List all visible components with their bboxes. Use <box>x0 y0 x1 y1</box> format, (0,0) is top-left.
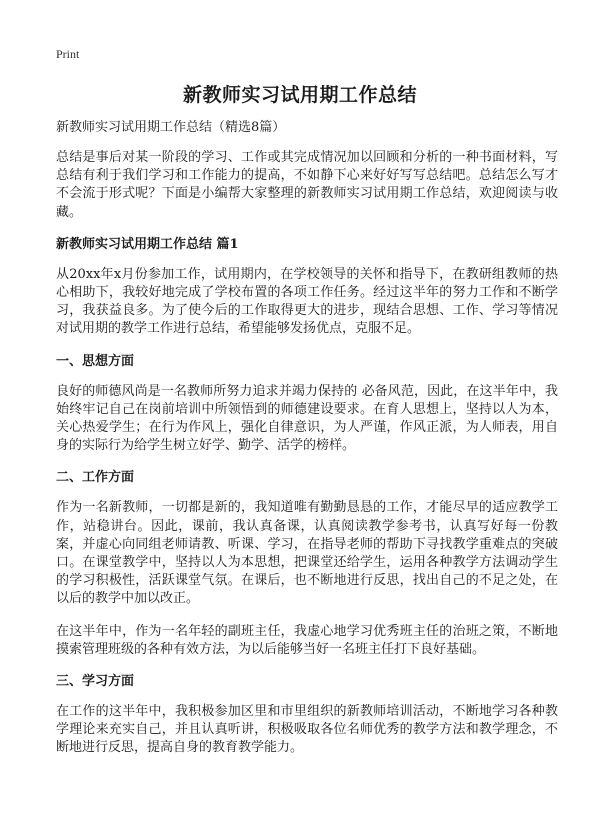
heading-study: 三、学习方面 <box>56 674 135 690</box>
thought-paragraph: 良好的师德风尚是一名教师所努力追求并竭力保持的 必备风范，因此，在这半年中，我始终牢记自己在岗前培训中所领悟到的师德建设要求。在育人思想上，坚持以人为本，关心热爱学生；在行为作风上，强化自律意识，为人严谨，作风正派，为人师表，用自身的实际行为给学生树立好学、勤学、活学的榜样。 <box>56 383 558 454</box>
document-subtitle: 新教师实习试用期工作总结（精选8篇） <box>56 120 286 135</box>
study-paragraph: 在工作的这半年中，我积极参加区里和市里组织的新教师培训活动，不断地学习各种教学理论来充实自己，并且认真听讲，积极吸取各位名师优秀的教学方法和教学理念，不断地进行反思，提高自身的教育教学能力。 <box>56 704 558 756</box>
section-1-paragraph: 从20xx年x月份参加工作，试用期内，在学校领导的关怀和指导下，在教研组教师的热心相助下，我较好地完成了学校布置的各项工作任务。经过这半年的努力工作和不断学习，我获益良多。为了使今后的工作取得更大的进步，现结合思想、工作、学习等情况对试用期的教学工作进行总结，希望能够发扬优点，克服不足。 <box>56 266 558 337</box>
page-title: 新教师实习试用期工作总结 <box>182 84 417 106</box>
heading-work: 二、工作方面 <box>56 470 135 486</box>
intro-paragraph: 总结是事后对某一阶段的学习、工作或其完成情况加以回顾和分析的一种书面材料，写总结有利于我们学习和工作能力的提高，不如静下心来好好写写总结吧。总结怎么写才不会流于形式呢？下面是小编帮大家整理的新教师实习试用期工作总结，欢迎阅读与收藏。 <box>56 150 558 220</box>
heading-thought: 一、思想方面 <box>56 353 135 369</box>
document-body <box>56 119 558 772</box>
section-1-title: 新教师实习试用期工作总结 篇1 <box>56 236 239 252</box>
work-paragraph-2: 在这半年中，作为一名年轻的副班主任，我虚心地学习优秀班主任的治班之策，不断地摸索管理班级的各种有效方法，为以后能够当好一名班主任打下良好基础。 <box>56 623 558 657</box>
work-paragraph-1: 作为一名新教师，一切都是新的，我知道唯有勤勤恳恳的工作，才能尽早的适应教学工作，站稳讲台。因此，课前，我认真备课，认真阅读教学参考书，认真写好每一份教案，并虚心向同组老师请教、听课、学习，在指导老师的帮助下寻找教学重难点的突破口。在课堂教学中，坚持以人为本思想，把课堂还给学生，运用各种教学方法调动学生的学习积极性，活跃课堂气氛。在课后，也不断地进行反思，找出自己的不足之处，在以后的教学中加以改正。 <box>56 500 558 607</box>
print-link[interactable]: Print <box>56 47 80 61</box>
